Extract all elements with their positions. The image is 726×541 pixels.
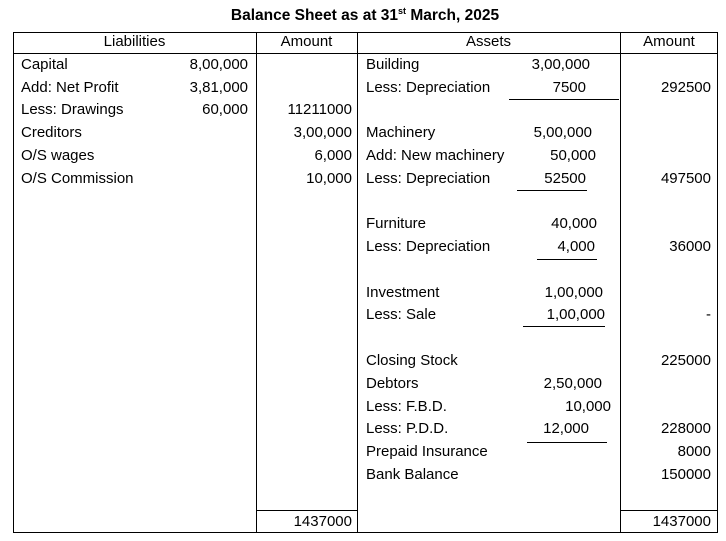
new-machinery-label: Add: New machinery xyxy=(366,147,505,164)
capital-amount: 11211000 xyxy=(287,101,352,118)
machinery-dep-label: Less: Depreciation xyxy=(366,170,491,187)
drawings-label: Less: Drawings xyxy=(21,101,124,118)
title-prefix: Balance Sheet as at 31 xyxy=(230,7,399,24)
capital-label: Capital xyxy=(21,56,68,73)
column-rule-right-edge xyxy=(717,32,718,533)
liabilities-total: 1437000 xyxy=(293,513,352,530)
os-wages-amount: 6,000 xyxy=(314,147,352,164)
assets-total-rule xyxy=(620,510,718,511)
debtors-label: Debtors xyxy=(366,375,419,392)
debtors-value: 2,50,000 xyxy=(543,375,602,392)
table-bottom-border xyxy=(13,532,718,533)
closing-stock-amount: 225000 xyxy=(660,352,711,369)
building-dep-label: Less: Depreciation xyxy=(366,79,491,96)
title-suffix: March, 2025 xyxy=(406,7,500,24)
title-ordinal: st xyxy=(398,6,407,16)
closing-stock-label: Closing Stock xyxy=(366,352,458,369)
drawings-value: 60,000 xyxy=(202,101,248,118)
header-assets: Assets xyxy=(465,33,511,50)
prepaid-insurance-amount: 8000 xyxy=(677,443,711,460)
machinery-value: 5,00,000 xyxy=(533,124,592,141)
building-amount: 292500 xyxy=(660,79,711,96)
header-amount-left: Amount xyxy=(280,33,333,50)
column-rule-left-edge xyxy=(13,32,14,533)
building-dep-value: 7500 xyxy=(552,79,586,96)
building-value: 3,00,000 xyxy=(531,56,590,73)
investment-label: Investment xyxy=(366,284,440,301)
investment-sale-value: 1,00,000 xyxy=(546,306,605,323)
os-commission-amount: 10,000 xyxy=(306,170,352,187)
furniture-dep-underline xyxy=(537,259,597,260)
pdd-underline xyxy=(527,442,607,443)
prepaid-insurance-label: Prepaid Insurance xyxy=(366,443,488,460)
investment-sale-underline xyxy=(523,326,605,327)
investment-amount: - xyxy=(706,306,711,323)
bank-balance-amount: 150000 xyxy=(660,466,711,483)
creditors-amount: 3,00,000 xyxy=(293,124,352,141)
column-rule-assets xyxy=(357,32,358,533)
pdd-value: 12,000 xyxy=(543,420,589,437)
column-rule-assets-amount xyxy=(620,32,621,533)
header-liabilities: Liabilities xyxy=(103,33,166,50)
pdd-label: Less: P.D.D. xyxy=(366,420,449,437)
header-amount-right: Amount xyxy=(643,33,695,50)
header-bottom-border xyxy=(13,53,718,54)
investment-value: 1,00,000 xyxy=(544,284,603,301)
new-machinery-value: 50,000 xyxy=(550,147,596,164)
fbd-label: Less: F.B.D. xyxy=(366,398,447,415)
furniture-dep-value: 4,000 xyxy=(557,238,595,255)
capital-value: 8,00,000 xyxy=(189,56,248,73)
os-commission-label: O/S Commission xyxy=(21,170,134,187)
furniture-label: Furniture xyxy=(366,215,427,232)
investment-sale-label: Less: Sale xyxy=(366,306,437,323)
building-dep-underline xyxy=(509,99,619,100)
furniture-dep-label: Less: Depreciation xyxy=(366,238,491,255)
machinery-label: Machinery xyxy=(366,124,436,141)
furniture-value: 40,000 xyxy=(551,215,597,232)
os-wages-label: O/S wages xyxy=(21,147,95,164)
machinery-amount: 497500 xyxy=(660,170,711,187)
assets-total: 1437000 xyxy=(652,513,711,530)
column-rule-liab-amount xyxy=(256,32,257,533)
fbd-value: 10,000 xyxy=(565,398,611,415)
bank-balance-label: Bank Balance xyxy=(366,466,459,483)
creditors-label: Creditors xyxy=(21,124,82,141)
liabilities-total-rule xyxy=(256,510,357,511)
net-profit-label: Add: Net Profit xyxy=(21,79,119,96)
net-profit-value: 3,81,000 xyxy=(189,79,248,96)
machinery-dep-underline xyxy=(517,190,587,191)
building-label: Building xyxy=(366,56,420,73)
debtors-amount: 228000 xyxy=(660,420,711,437)
furniture-amount: 36000 xyxy=(669,238,711,255)
machinery-dep-value: 52500 xyxy=(544,170,586,187)
